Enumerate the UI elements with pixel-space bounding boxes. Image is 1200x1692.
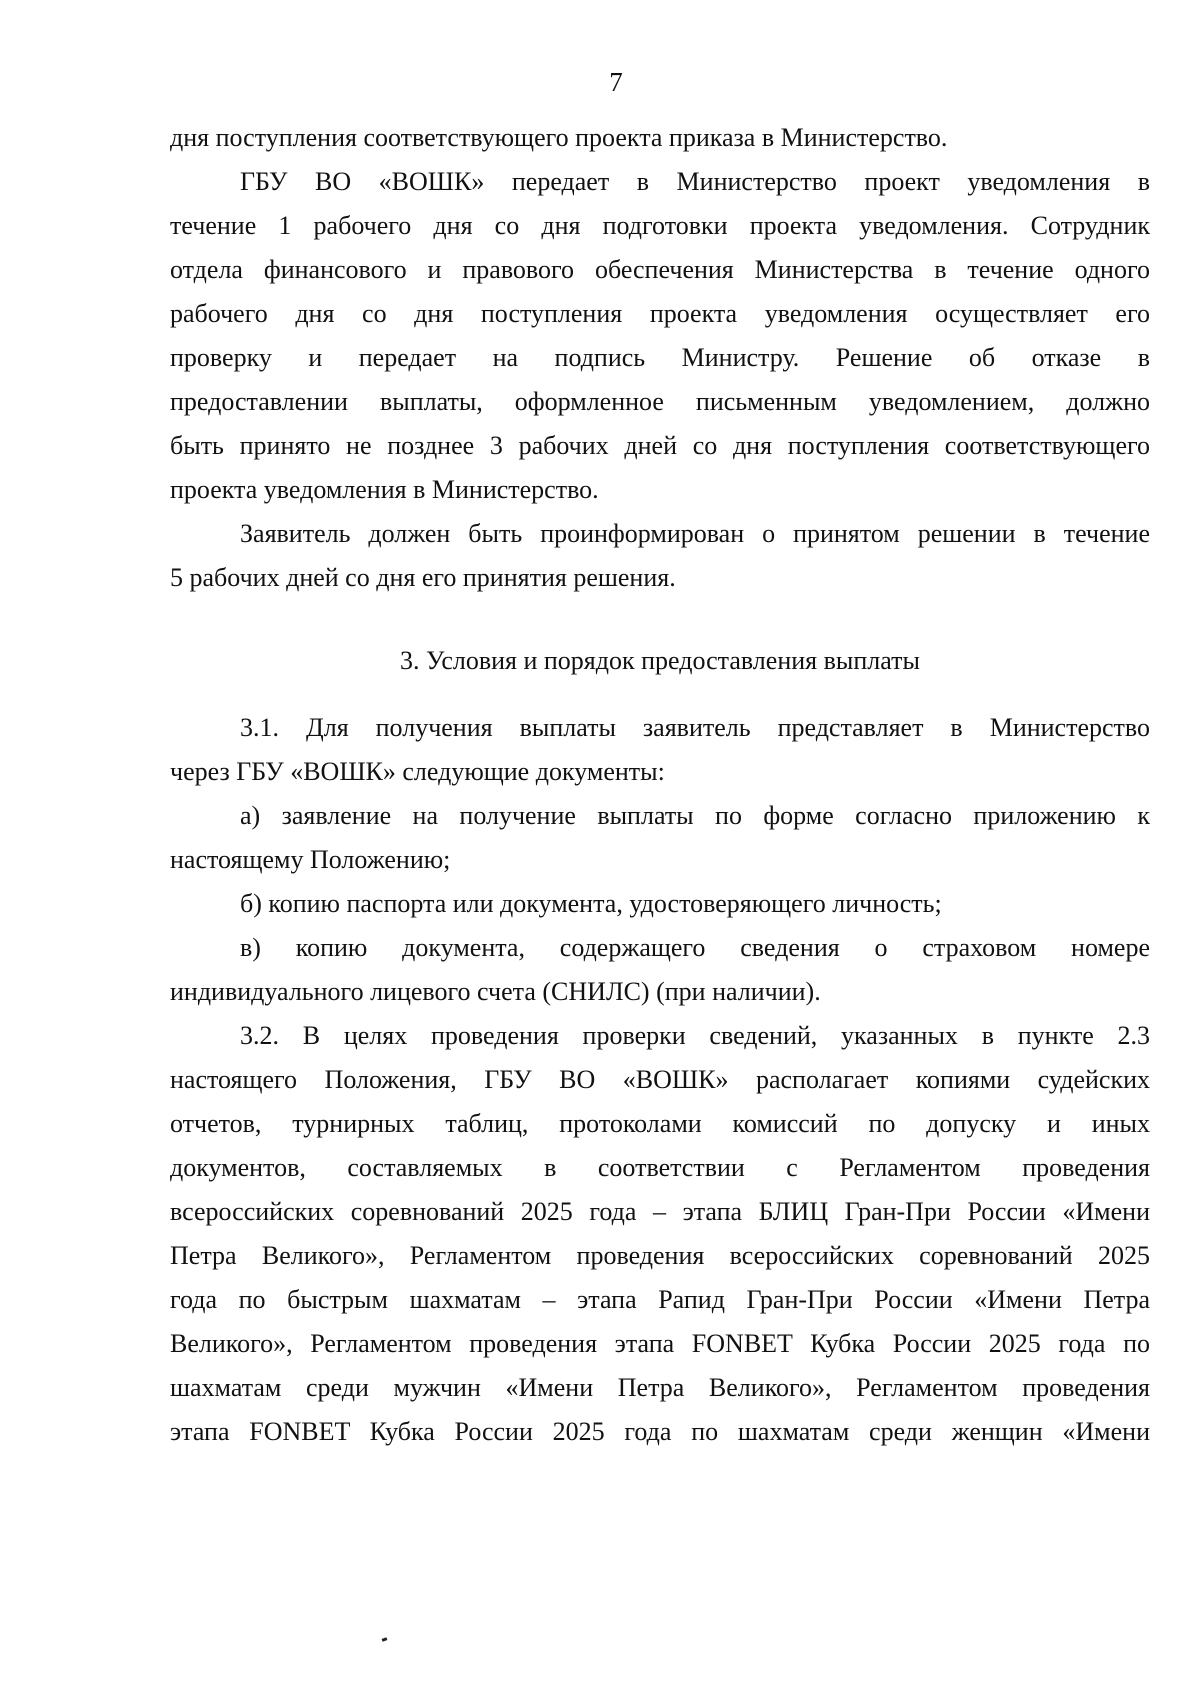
text-line: отчетов, турнирных таблиц, протоколами комиссий по допуску и иных bbox=[170, 1109, 1150, 1138]
text-line: дня поступления соответствующего проекта приказа в Министерство. bbox=[170, 123, 948, 152]
text-line: проекта уведомления в Министерство. bbox=[170, 475, 599, 504]
text-line: в) копию документа, содержащего сведения о страховом номере bbox=[240, 933, 1150, 962]
spacer bbox=[170, 600, 1150, 639]
text-line: через ГБУ «ВОШК» следующие документы: bbox=[170, 757, 665, 786]
text-line: отдела финансового и правового обеспечения Министерства в течение одного bbox=[170, 255, 1150, 284]
paragraph-notification-draft bbox=[170, 160, 1150, 512]
page-number: 7 bbox=[609, 67, 623, 97]
document-body bbox=[170, 116, 1150, 1454]
clause-3-2 bbox=[170, 1014, 1150, 1454]
text-line: Заявитель должен быть проинформирован о принятом решении в течение bbox=[240, 519, 1150, 548]
text-line: индивидуального лицевого счета (СНИЛС) (при наличии). bbox=[170, 977, 821, 1006]
text-line: рабочего дня со дня поступления проекта уведомления осуществляет его bbox=[170, 299, 1150, 328]
text-line: б) копию паспорта или документа, удостоверяющего личность; bbox=[240, 889, 942, 918]
text-line: ГБУ ВО «ВОШК» передает в Министерство проект уведомления в bbox=[240, 167, 1150, 196]
list-item-b bbox=[170, 882, 1150, 926]
text-line: Петра Великого», Регламентом проведения всероссийских соревнований 2025 bbox=[170, 1241, 1150, 1270]
text-line: предоставлении выплаты, оформленное письменным уведомлением, должно bbox=[170, 387, 1150, 416]
section-heading: 3. Условия и порядок предоставления выплаты bbox=[400, 646, 920, 675]
text-line: всероссийских соревнований 2025 года – этапа БЛИЦ Гран-При России «Имени bbox=[170, 1197, 1150, 1226]
scan-artifact-mark bbox=[382, 1637, 388, 1642]
text-line: быть принято не позднее 3 рабочих дней со дня поступления соответствующего bbox=[170, 431, 1150, 460]
text-line: а) заявление на получение выплаты по форме согласно приложению к bbox=[240, 801, 1150, 830]
text-line: года по быстрым шахматам – этапа Рапид Гран-При России «Имени Петра bbox=[170, 1285, 1150, 1314]
list-item-a bbox=[170, 794, 1150, 882]
text-line: течение 1 рабочего дня со дня подготовки проекта уведомления. Сотрудник bbox=[170, 211, 1150, 240]
text-line: шахматам среди мужчин «Имени Петра Великого», Регламентом проведения bbox=[170, 1373, 1150, 1402]
paragraph-continuation bbox=[170, 116, 1150, 160]
text-line: 3.1. Для получения выплаты заявитель представляет в Министерство bbox=[240, 713, 1150, 742]
text-line: настоящему Положению; bbox=[170, 845, 451, 874]
spacer bbox=[170, 683, 1150, 706]
text-line: Великого», Регламентом проведения этапа FONBET Кубка России 2025 года по bbox=[170, 1329, 1150, 1358]
clause-3-1 bbox=[170, 706, 1150, 794]
list-item-v bbox=[170, 926, 1150, 1014]
text-line: этапа FONBET Кубка России 2025 года по шахматам среди женщин «Имени bbox=[170, 1417, 1150, 1446]
text-line: проверку и передает на подпись Министру. Решение об отказе в bbox=[170, 343, 1150, 372]
text-line: 3.2. В целях проведения проверки сведений, указанных в пункте 2.3 bbox=[240, 1021, 1150, 1050]
text-line: 5 рабочих дней со дня его принятия решения. bbox=[170, 563, 676, 592]
paragraph-applicant-informed bbox=[170, 512, 1150, 600]
text-line: документов, составляемых в соответствии с Регламентом проведения bbox=[170, 1153, 1150, 1182]
text-line: настоящего Положения, ГБУ ВО «ВОШК» располагает копиями судейских bbox=[170, 1065, 1150, 1094]
